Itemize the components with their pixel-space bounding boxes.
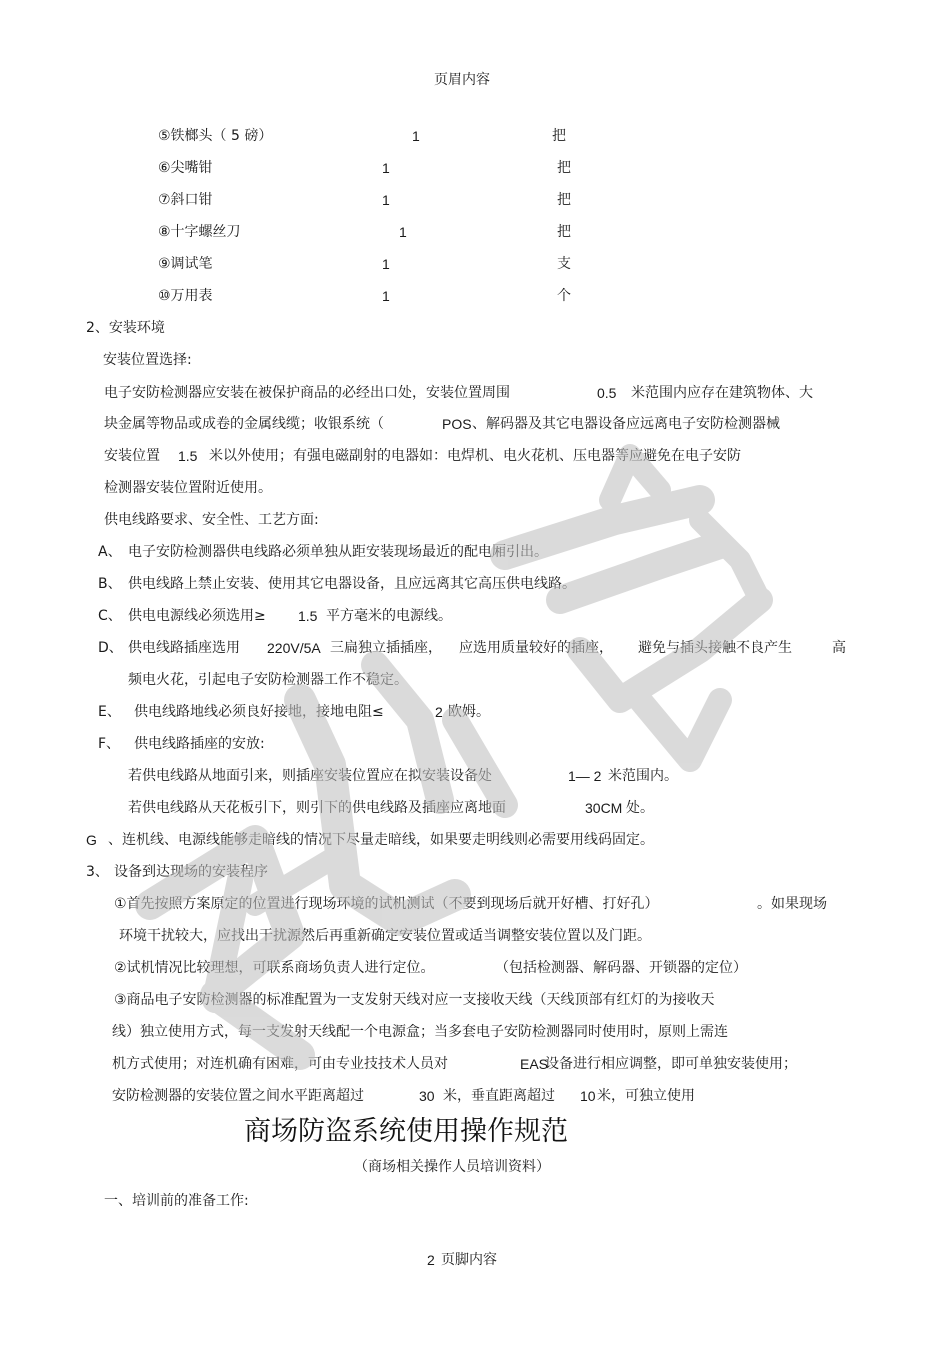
tool-qty: 1 xyxy=(382,192,390,208)
item-text: 、连机线、电源线能够走暗线的情况下尽量走暗线，如果要走明线则必需要用线码固定。 xyxy=(108,832,654,848)
item-text: 若供电线路从地面引来，则插座安装位置应在拟安装设备处 xyxy=(128,768,492,784)
section-heading: 2、安装环境 xyxy=(86,320,165,336)
paragraph-line: 块金属等物品或成卷的金属线缆；收银系统（ xyxy=(104,416,384,432)
item-label: B、 xyxy=(98,576,122,592)
tool-unit: 个 xyxy=(557,288,571,304)
paragraph-line: ①首先按照方案原定的位置进行现场环境的试机测试（不要到现场后就开好槽、打好孔） xyxy=(114,896,659,912)
paragraph-line: ②试机情况比较理想，可联系商场负责人进行定位。 xyxy=(114,960,435,976)
tool-unit: 把 xyxy=(557,192,571,208)
item-text: 频电火花，引起电子安防检测器工作不稳定。 xyxy=(128,672,408,688)
item-text: 避免与插头接触不良产生 xyxy=(638,640,792,656)
tool-qty: 1 xyxy=(382,256,390,272)
paragraph-number: EAS xyxy=(520,1056,549,1072)
item-label: F、 xyxy=(98,736,121,752)
tool-name: ⑩万用表 xyxy=(158,288,213,304)
paragraph-line: 安装位置 xyxy=(104,448,160,464)
paragraph-number: 30 xyxy=(419,1088,435,1104)
item-text: 应选用质量较好的插座， xyxy=(459,640,613,656)
paragraph-line: 电子安防检测器应安装在被保护商品的必经出口处，安装位置周围 xyxy=(104,385,510,401)
paragraph-line: 安防检测器的安装位置之间水平距离超过 xyxy=(112,1088,364,1104)
tool-qty: 1 xyxy=(412,128,420,144)
tool-unit: 把 xyxy=(552,128,566,144)
item-label: D、 xyxy=(98,640,123,656)
item-text: 三扁独立插插座， xyxy=(330,640,442,656)
paragraph-number: 0.5 xyxy=(597,385,617,401)
item-text: 欧姆。 xyxy=(448,704,490,720)
section-heading: 设备到达现场的安装程序 xyxy=(114,864,268,880)
paragraph-line: 检测器安装位置附近使用。 xyxy=(104,480,272,496)
page-footer: 页脚内容 xyxy=(441,1252,497,1268)
item-text: 供电线路上禁止安装、使用其它电器设备，且应远离其它高压供电线路。 xyxy=(128,576,576,592)
paragraph-number: POS xyxy=(442,416,472,432)
item-text: 供电电源线必须选用≥ xyxy=(128,608,266,624)
paragraph-number: 1.5 xyxy=(178,448,198,464)
section-heading: 一、培训前的准备工作: xyxy=(104,1193,249,1209)
tool-name: ⑤铁榔头（ 5 磅） xyxy=(158,128,273,144)
item-text: 供电线路插座的安放: xyxy=(134,736,265,752)
paragraph-line: 米以外使用；有强电磁副射的电器如：电焊机、电火花机、压电器等应避免在电子安防 xyxy=(209,448,741,464)
tool-qty: 1 xyxy=(382,160,390,176)
tool-name: ⑧十字螺丝刀 xyxy=(158,224,241,240)
item-label: E、 xyxy=(98,704,121,720)
item-label: C、 xyxy=(98,608,122,624)
paragraph-line: 、解码器及其它电器设备应远离电子安防检测器械 xyxy=(472,416,780,432)
page-number: 2 xyxy=(427,1252,435,1268)
document-subtitle: （商场相关操作人员培训资料） xyxy=(354,1159,550,1175)
tool-unit: 把 xyxy=(557,160,571,176)
tool-qty: 1 xyxy=(382,288,390,304)
tool-qty: 1 xyxy=(399,224,407,240)
tool-name: ⑦斜口钳 xyxy=(158,192,213,208)
item-number: 2 xyxy=(435,704,443,720)
item-text: 平方毫米的电源线。 xyxy=(326,608,452,624)
item-text: 若供电线路从天花板引下，则引下的供电线路及插座应离地面 xyxy=(128,800,506,816)
item-text: 处。 xyxy=(626,800,654,816)
paragraph-line: （包括检测器、解码器、开锁器的定位） xyxy=(495,960,747,976)
item-number: 30CM xyxy=(585,800,623,816)
paragraph-line: 环境干扰较大，应找出干扰源然后再重新确定安装位置或适当调整安装位置以及门距。 xyxy=(119,928,651,944)
tool-unit: 支 xyxy=(557,256,571,272)
item-number: 1.5 xyxy=(298,608,318,624)
paragraph-line: 线）独立使用方式，每一支发射天线配一个电源盒；当多套电子安防检测器同时使用时，原则上需连 xyxy=(112,1024,728,1040)
subsection-heading: 供电线路要求、安全性、工艺方面: xyxy=(104,512,319,528)
item-text: 电子安防检测器供电线路必须单独从距安装现场最近的配电厢引出。 xyxy=(128,544,548,560)
tool-unit: 把 xyxy=(557,224,571,240)
tool-name: ⑥尖嘴钳 xyxy=(158,160,213,176)
subsection-heading: 安装位置选择: xyxy=(103,352,192,368)
item-text: 高 xyxy=(832,640,846,656)
paragraph-line: 米，可独立使用 xyxy=(597,1088,695,1104)
paragraph-line: 。如果现场 xyxy=(757,896,827,912)
item-text: 供电线路插座选用 xyxy=(128,640,240,656)
item-text: 米范围内。 xyxy=(608,768,678,784)
page-header: 页眉内容 xyxy=(434,72,490,88)
paragraph-number: 10 xyxy=(580,1088,596,1104)
paragraph-line: 机方式使用；对连机确有困难，可由专业技技术人员对 xyxy=(112,1056,448,1072)
item-label: A、 xyxy=(98,544,122,560)
item-text: 供电线路地线必须良好接地，接地电阻≤ xyxy=(134,704,384,720)
item-number: 1— 2 xyxy=(568,768,602,784)
item-number: 220V/5A xyxy=(267,640,321,656)
tool-name: ⑨调试笔 xyxy=(158,256,213,272)
paragraph-line: 米，垂直距离超过 xyxy=(443,1088,555,1104)
section-number: 3、 xyxy=(86,864,109,880)
paragraph-line: 设备进行相应调整，即可单独安装使用； xyxy=(545,1056,797,1072)
document-title: 商场防盗系统使用操作规范 xyxy=(244,1116,568,1147)
paragraph-line: ③商品电子安防检测器的标准配置为一支发射天线对应一支接收天线（天线顶部有红灯的为接收天 xyxy=(114,992,715,1008)
item-label: G xyxy=(86,832,97,848)
paragraph-line: 米范围内应存在建筑物体、大 xyxy=(631,385,813,401)
